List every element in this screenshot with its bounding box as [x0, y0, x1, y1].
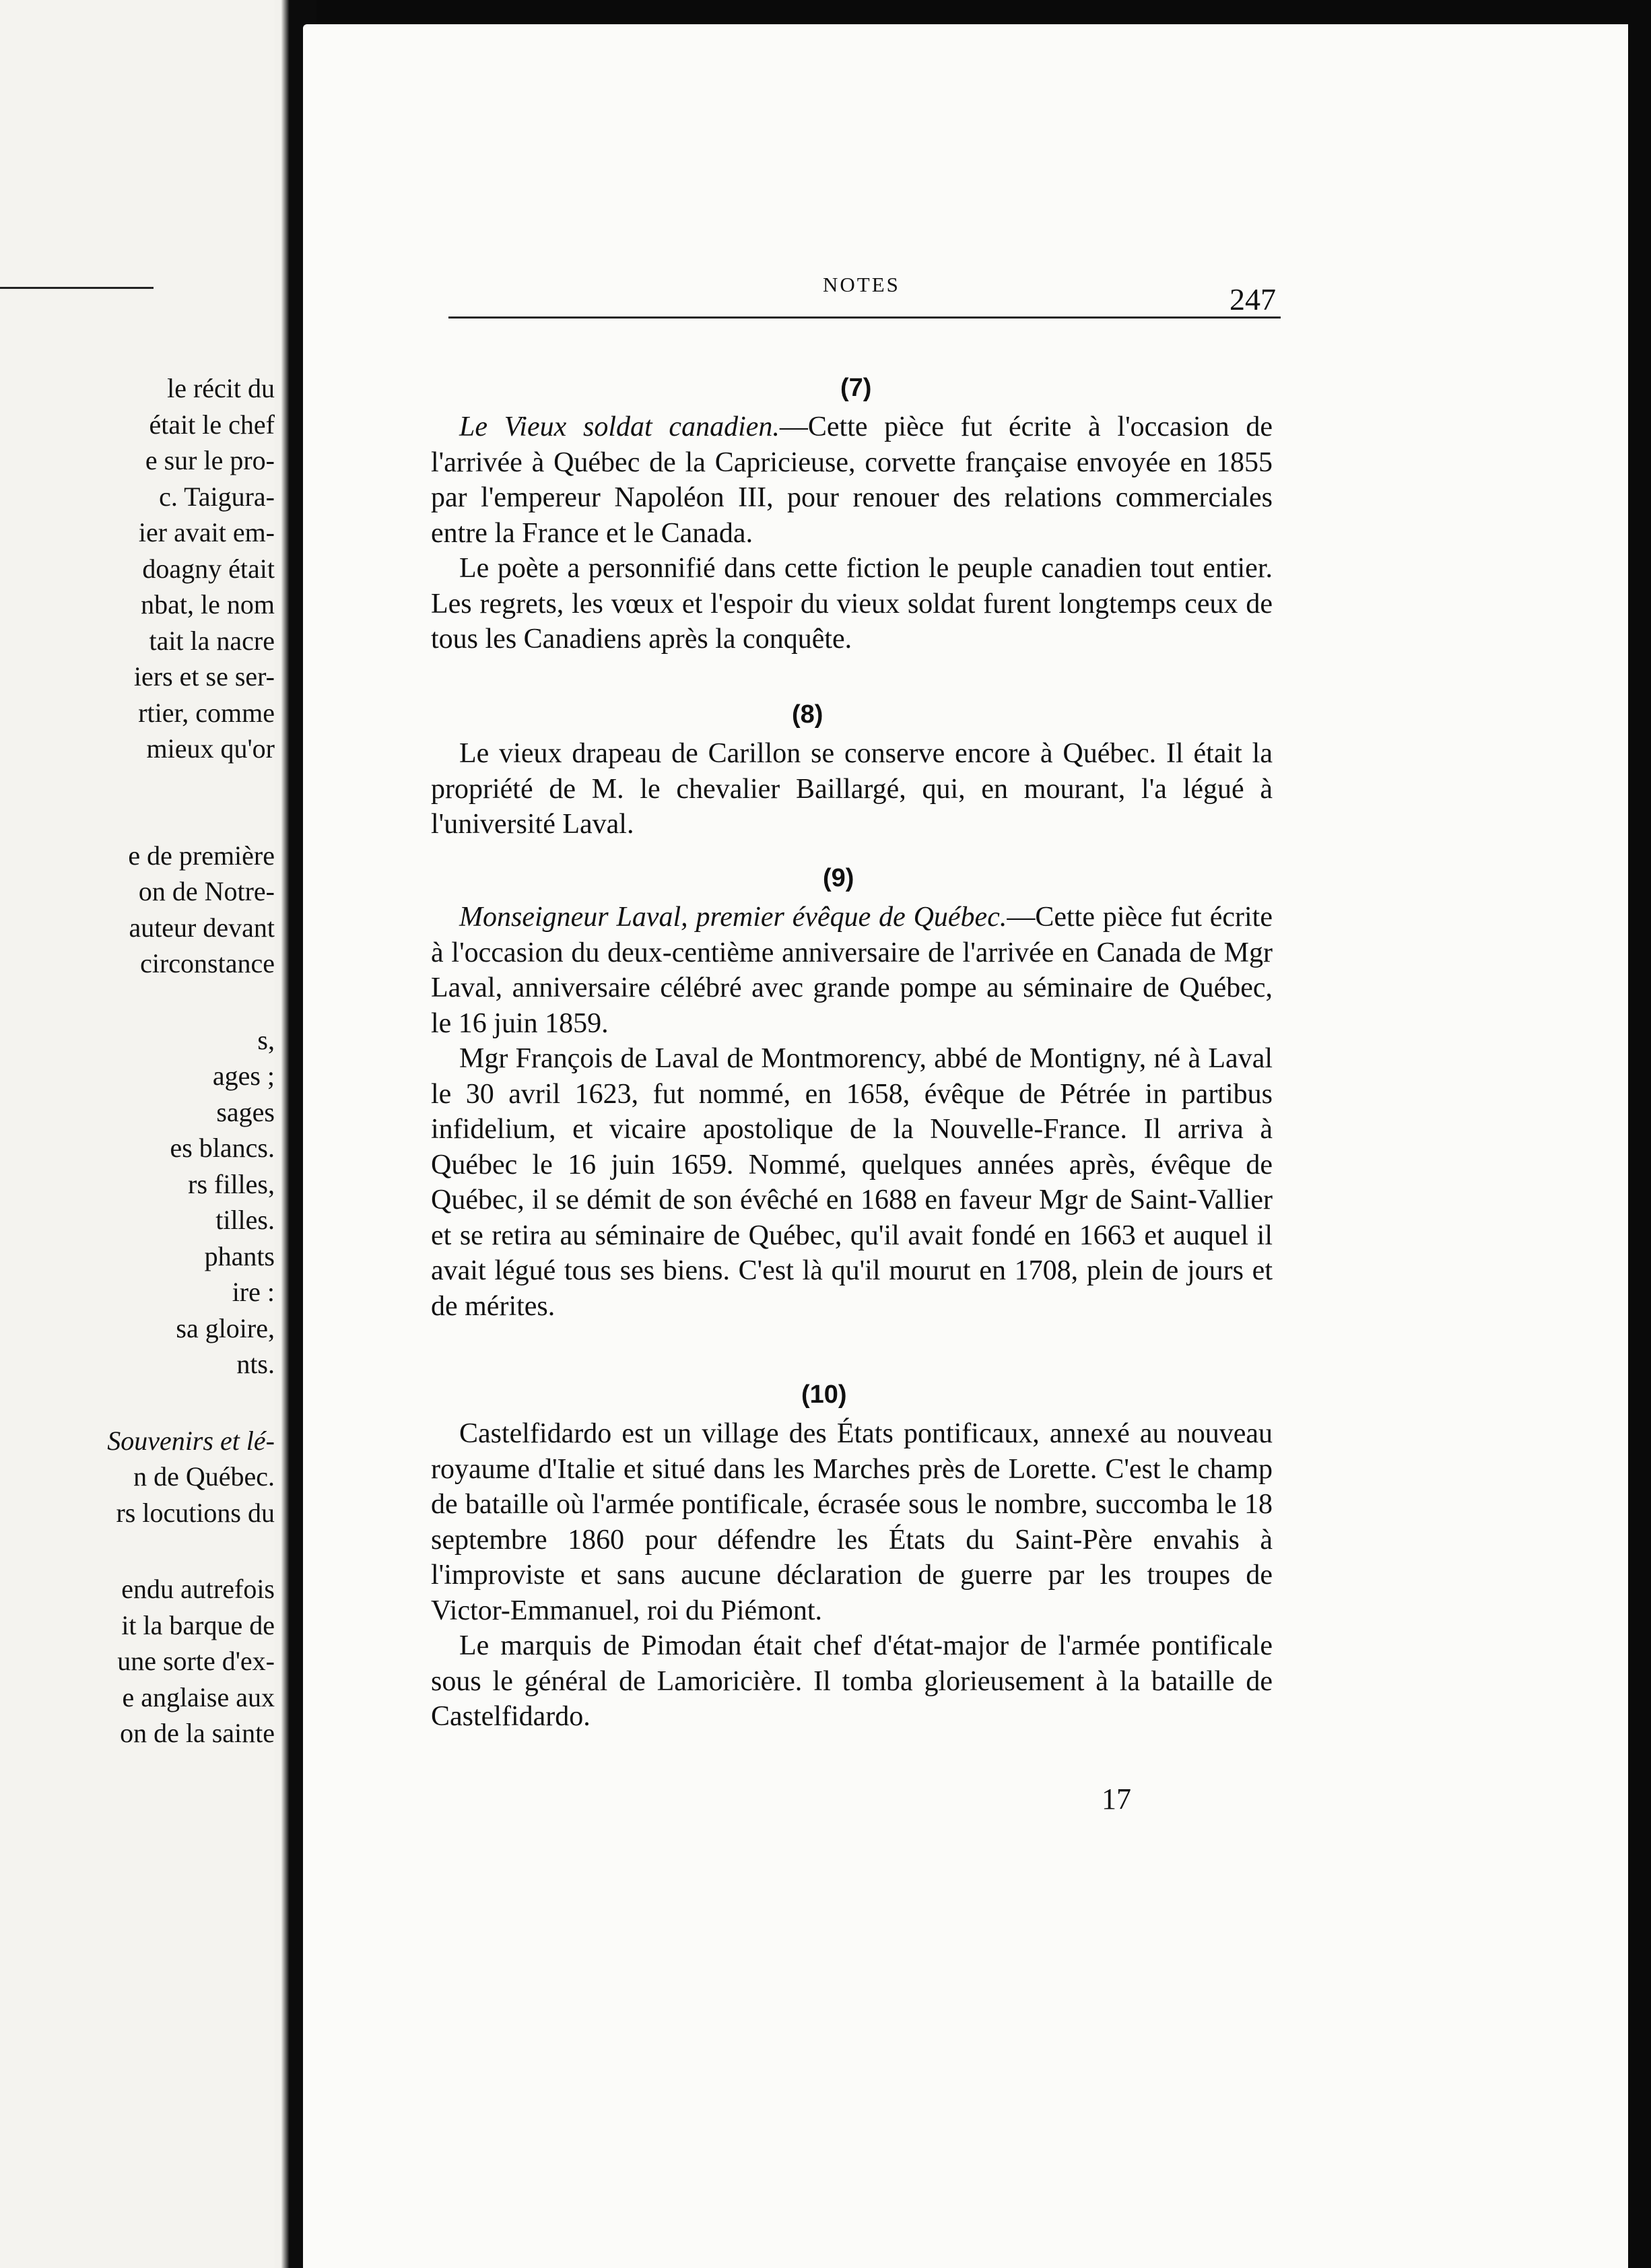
note-number: (10)	[801, 1380, 847, 1409]
header-rule	[448, 316, 1281, 319]
left-line: doagny était	[142, 553, 275, 584]
left-line: une sorte d'ex-	[117, 1646, 275, 1676]
left-line: s,	[257, 1024, 275, 1055]
left-line: endu autrefois	[121, 1574, 275, 1604]
left-line: e anglaise aux	[122, 1681, 275, 1712]
left-page	[0, 0, 275, 2268]
left-line: sa gloire,	[176, 1312, 275, 1343]
note-paragraph: Le poète a personnifié dans cette fiction le peuple canadien tout entier. Les regrets, les vœux et l'espoir du vieux soldat furent longtemps ceux de tous les Canadiens après la conquête.	[431, 553, 1273, 655]
note-title: Le Vieux soldat canadien.	[459, 411, 780, 442]
note-paragraph	[431, 409, 1273, 551]
left-line: on de la sainte	[120, 1718, 275, 1748]
left-line: rs filles,	[188, 1168, 275, 1199]
note-paragraph: Castelfidardo est un village des États pontificaux, annexé au nouveau royaume d'Italie et situé dans les Marches près de Lorette. C'est le champ de bataille où l'armée pontificale, écrasée sous le nombre, succomba le 18 septembre 1860 pour défendre les États du Saint-Père envahis à l'improviste et sans aucune déclaration de guerre par les troupes de Victor-Emmanuel, roi du Piémont.	[431, 1418, 1273, 1626]
left-line: ier avait em-	[138, 517, 275, 547]
signature-mark: 17	[1102, 1782, 1131, 1815]
note-paragraph	[431, 900, 1273, 1041]
left-line: Souvenirs et lé-	[107, 1425, 275, 1456]
left-line: phants	[204, 1240, 275, 1271]
note-body	[431, 736, 1273, 842]
page-number: 247	[1229, 282, 1276, 316]
running-head: NOTES	[823, 273, 900, 296]
note-number: (8)	[792, 700, 823, 729]
left-line: iers et se ser-	[133, 661, 275, 692]
note-body	[431, 1416, 1273, 1735]
left-line: ages ;	[212, 1061, 275, 1091]
note-number: (9)	[823, 864, 854, 892]
left-line: le récit du	[167, 373, 275, 403]
left-line: auteur devant	[129, 912, 275, 943]
left-line: es blancs.	[170, 1133, 275, 1163]
left-line: nbat, le nom	[141, 589, 275, 620]
note-paragraph: Mgr François de Laval de Montmorency, abbé de Montigny, né à Laval le 30 avril 1623, fut nommé, en 1658, évêque de Pétrée in partibus infidelium, et vicaire apostolique de la Nouvelle-France. Il arriva à Québec le 16 juin 1659. Nommé, quelques années après, évêque de Québec, il se démit de son évêché en 1688 en faveur Mgr de Saint-Vallier et se retira au séminaire de Québec, qu'il avait fondé en 1663 et auquel il avait légué tous ses biens. C'est là qu'il mourut en 1708, plein de jours et de mérites.	[431, 1043, 1273, 1322]
note-paragraph: Le marquis de Pimodan était chef d'état-major de l'armée pontificale sous le général de Lamoricière. Il tomba glorieusement à la bataille de Castelfidardo.	[431, 1630, 1273, 1732]
left-line: tilles.	[215, 1205, 275, 1235]
left-line: mieux qu'or	[146, 733, 275, 764]
left-line: nts.	[236, 1349, 275, 1379]
left-line: c. Taigura-	[159, 481, 275, 512]
left-line: e sur le pro-	[145, 445, 275, 475]
left-line: on de Notre-	[138, 876, 275, 906]
note-text: —Cette pièce fut écrite à l'occasion de l'arrivée à Québec de la Capricieuse, corvette française envoyée en 1855 par l'empereur Napoléon III, pour renouer des relations commerciales entre la France et le Canada.	[431, 411, 1273, 549]
left-line: circonstance	[140, 948, 275, 978]
left-line: ire :	[232, 1277, 275, 1307]
left-line: rtier, comme	[138, 697, 275, 728]
left-line: rs locutions du	[116, 1497, 275, 1528]
note-body	[431, 900, 1273, 1324]
left-line: tait la nacre	[149, 625, 275, 656]
left-line: était le chef	[149, 409, 275, 440]
scan-border	[1628, 0, 1651, 2268]
left-line: it la barque de	[121, 1609, 275, 1640]
left-line: n de Québec.	[133, 1461, 275, 1492]
note-number: (7)	[840, 374, 872, 402]
note-paragraph: Le vieux drapeau de Carillon se conserve encore à Québec. Il était la propriété de M. le chevalier Baillargé, qui, en mourant, l'a légué à l'université Laval.	[431, 738, 1273, 840]
left-page-rule	[0, 287, 154, 289]
note-body	[431, 409, 1273, 657]
note-text: —Cette pièce fut écrite à l'occasion du deux-centième anniversaire de l'arrivée en Canada de Mgr Laval, anniversaire célébré avec grande pompe au séminaire de Québec, le 16 juin 1859.	[431, 902, 1273, 1039]
note-title: Monseigneur Laval, premier évêque de Québec.	[459, 902, 1007, 933]
left-page-text	[0, 370, 275, 1752]
left-line: e de première	[128, 840, 275, 871]
left-line: sages	[216, 1096, 275, 1127]
